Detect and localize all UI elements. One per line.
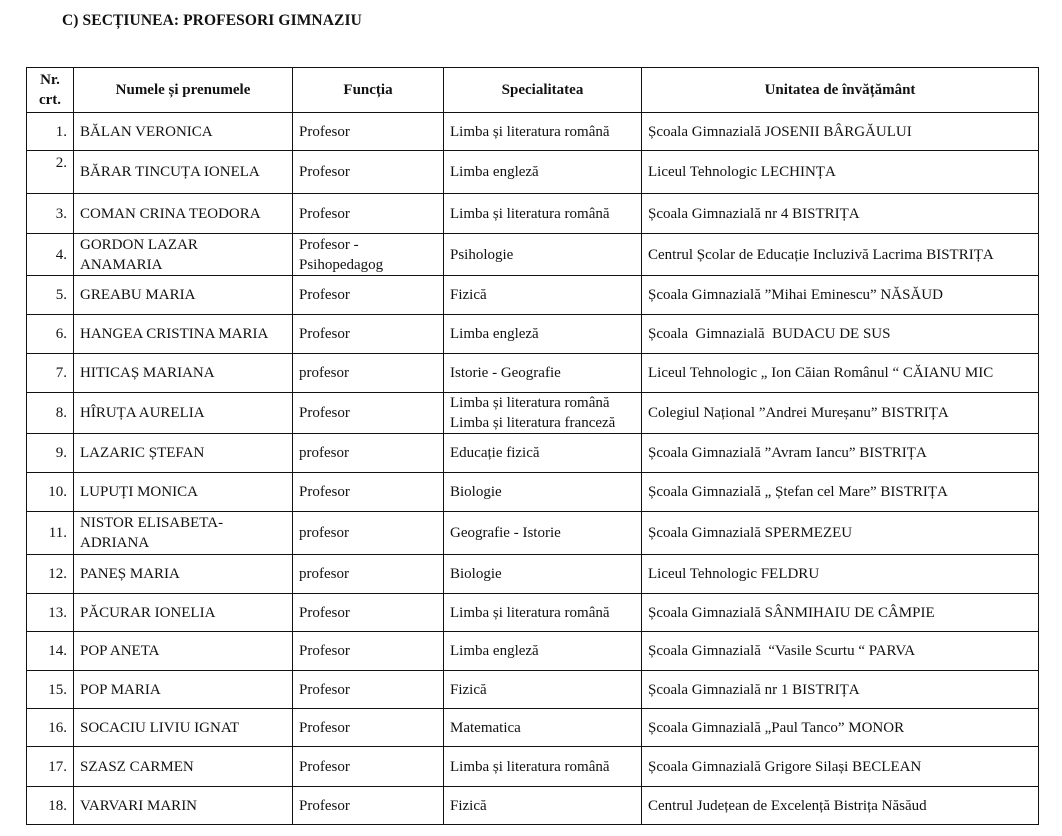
cell-name: POP ANETA <box>74 632 293 671</box>
cell-function: Profesor <box>293 113 444 151</box>
table-row <box>27 747 1039 787</box>
cell-unit: Școala Gimnazială ”Avram Iancu” BISTRIȚA <box>642 434 1039 473</box>
cell-nr: 8. <box>27 393 74 434</box>
table-row <box>27 393 1039 434</box>
cell-function: profesor <box>293 512 444 555</box>
table-row <box>27 512 1039 555</box>
cell-unit: Centrul Școlar de Educație Incluzivă Lacrima BISTRIȚA <box>642 234 1039 276</box>
cell-name: VARVARI MARIN <box>74 787 293 825</box>
cell-unit: Școala Gimnazială SPERMEZEU <box>642 512 1039 555</box>
cell-unit: Școala Gimnazială BUDACU DE SUS <box>642 315 1039 354</box>
cell-unit: Liceul Tehnologic LECHINȚA <box>642 151 1039 194</box>
cell-nr: 14. <box>27 632 74 671</box>
table-row <box>27 234 1039 276</box>
cell-nr: 3. <box>27 194 74 234</box>
cell-name: LUPUȚI MONICA <box>74 473 293 512</box>
cell-name-line1: NISTOR ELISABETA- <box>80 515 224 531</box>
cell-name: COMAN CRINA TEODORA <box>74 194 293 234</box>
cell-function: Profesor <box>293 787 444 825</box>
table-row <box>27 632 1039 671</box>
cell-function: Profesor <box>293 276 444 315</box>
table-row <box>27 354 1039 393</box>
cell-specialty: Fizică <box>444 787 642 825</box>
header-name: Numele și prenumele <box>74 68 293 113</box>
cell-nr: 9. <box>27 434 74 473</box>
cell-function: Profesor <box>293 632 444 671</box>
cell-unit: Școala Gimnazială SÂNMIHAIU DE CÂMPIE <box>642 594 1039 632</box>
cell-name: HANGEA CRISTINA MARIA <box>74 315 293 354</box>
cell-unit: Școala Gimnazială ”Mihai Eminescu” NĂSĂUD <box>642 276 1039 315</box>
cell-nr: 2. <box>27 151 74 194</box>
table-row <box>27 473 1039 512</box>
cell-name: SZASZ CARMEN <box>74 747 293 787</box>
table-row <box>27 113 1039 151</box>
table-row <box>27 787 1039 825</box>
cell-name <box>74 512 293 555</box>
cell-name: PĂCURAR IONELIA <box>74 594 293 632</box>
cell-function: Profesor <box>293 594 444 632</box>
header-function: Funcția <box>293 68 444 113</box>
cell-unit: Centrul Județean de Excelență Bistrița Năsăud <box>642 787 1039 825</box>
cell-function: Profesor <box>293 315 444 354</box>
table-row <box>27 434 1039 473</box>
header-nr <box>27 68 74 113</box>
cell-function-line1: Profesor - <box>299 236 359 253</box>
cell-nr: 17. <box>27 747 74 787</box>
cell-unit: Liceul Tehnologic FELDRU <box>642 555 1039 594</box>
cell-function: Profesor <box>293 671 444 709</box>
header-unit: Unitatea de învățământ <box>642 68 1039 113</box>
header-nr-line1: Nr. <box>40 72 60 88</box>
cell-function: Profesor <box>293 151 444 194</box>
cell-function: profesor <box>293 555 444 594</box>
section-title: C) SECȚIUNEA: PROFESORI GIMNAZIU <box>62 12 362 29</box>
cell-function: Profesor <box>293 393 444 434</box>
cell-function <box>293 234 444 276</box>
cell-function: Profesor <box>293 194 444 234</box>
cell-unit: Școala Gimnazială JOSENII BÂRGĂULUI <box>642 113 1039 151</box>
cell-specialty: Istorie - Geografie <box>444 354 642 393</box>
cell-nr: 18. <box>27 787 74 825</box>
cell-nr: 5. <box>27 276 74 315</box>
cell-unit: Școala Gimnazială “Vasile Scurtu “ PARVA <box>642 632 1039 671</box>
cell-nr: 1. <box>27 113 74 151</box>
cell-specialty: Limba și literatura română <box>444 747 642 787</box>
cell-nr: 15. <box>27 671 74 709</box>
table-row <box>27 194 1039 234</box>
table-row <box>27 276 1039 315</box>
cell-nr: 11. <box>27 512 74 555</box>
cell-function: profesor <box>293 354 444 393</box>
cell-nr: 13. <box>27 594 74 632</box>
header-specialty: Specialitatea <box>444 68 642 113</box>
cell-unit: Școala Gimnazială nr 4 BISTRIȚA <box>642 194 1039 234</box>
cell-name-line1: GORDON LAZAR <box>80 236 198 253</box>
cell-name: BĂLAN VERONICA <box>74 113 293 151</box>
cell-unit: Școala Gimnazială „ Ștefan cel Mare” BISTRIȚA <box>642 473 1039 512</box>
cell-name-line2: ADRIANA <box>80 535 150 551</box>
cell-name: LAZARIC ȘTEFAN <box>74 434 293 473</box>
cell-name: SOCACIU LIVIU IGNAT <box>74 709 293 747</box>
cell-specialty: Limba engleză <box>444 632 642 671</box>
cell-function: Profesor <box>293 747 444 787</box>
cell-specialty: Fizică <box>444 671 642 709</box>
cell-unit: Școala Gimnazială nr 1 BISTRIȚA <box>642 671 1039 709</box>
cell-nr: 7. <box>27 354 74 393</box>
cell-specialty: Limba și literatura română <box>444 194 642 234</box>
cell-specialty: Matematica <box>444 709 642 747</box>
cell-unit: Colegiul Național ”Andrei Mureșanu” BISTRIȚA <box>642 393 1039 434</box>
cell-specialty: Educație fizică <box>444 434 642 473</box>
cell-name: PANEȘ MARIA <box>74 555 293 594</box>
cell-specialty: Limba engleză <box>444 315 642 354</box>
cell-name <box>74 234 293 276</box>
table-row <box>27 555 1039 594</box>
cell-nr: 16. <box>27 709 74 747</box>
cell-specialty: Limba engleză <box>444 151 642 194</box>
cell-unit: Liceul Tehnologic „ Ion Căian Românul “ CĂIANU MIC <box>642 354 1039 393</box>
header-nr-line2: crt. <box>38 92 62 108</box>
cell-specialty <box>444 393 642 434</box>
table-row <box>27 709 1039 747</box>
teachers-table <box>26 67 1039 825</box>
cell-name: BĂRAR TINCUȚA IONELA <box>74 151 293 194</box>
cell-function: Profesor <box>293 473 444 512</box>
cell-nr: 4. <box>27 234 74 276</box>
cell-function: profesor <box>293 434 444 473</box>
cell-function: Profesor <box>293 709 444 747</box>
table-row <box>27 151 1039 194</box>
table-row <box>27 594 1039 632</box>
table-header-row <box>27 68 1039 113</box>
cell-name-line2: ANAMARIA <box>80 256 163 273</box>
cell-name: HITICAȘ MARIANA <box>74 354 293 393</box>
cell-unit: Școala Gimnazială „Paul Tanco” MONOR <box>642 709 1039 747</box>
table-row <box>27 315 1039 354</box>
cell-specialty-line1: Limba și literatura română <box>450 395 610 411</box>
cell-nr: 12. <box>27 555 74 594</box>
cell-specialty: Psihologie <box>444 234 642 276</box>
cell-specialty: Geografie - Istorie <box>444 512 642 555</box>
cell-unit: Școala Gimnazială Grigore Silași BECLEAN <box>642 747 1039 787</box>
cell-specialty: Limba și literatura română <box>444 594 642 632</box>
cell-name: POP MARIA <box>74 671 293 709</box>
cell-name: GREABU MARIA <box>74 276 293 315</box>
cell-nr: 6. <box>27 315 74 354</box>
cell-specialty-line2: Limba și literatura franceză <box>450 415 616 431</box>
cell-name: HÎRUȚA AURELIA <box>74 393 293 434</box>
cell-specialty: Limba și literatura română <box>444 113 642 151</box>
cell-function-line2: Psihopedagog <box>299 256 384 273</box>
cell-specialty: Biologie <box>444 473 642 512</box>
cell-nr: 10. <box>27 473 74 512</box>
cell-specialty: Biologie <box>444 555 642 594</box>
cell-specialty: Fizică <box>444 276 642 315</box>
table-row <box>27 671 1039 709</box>
